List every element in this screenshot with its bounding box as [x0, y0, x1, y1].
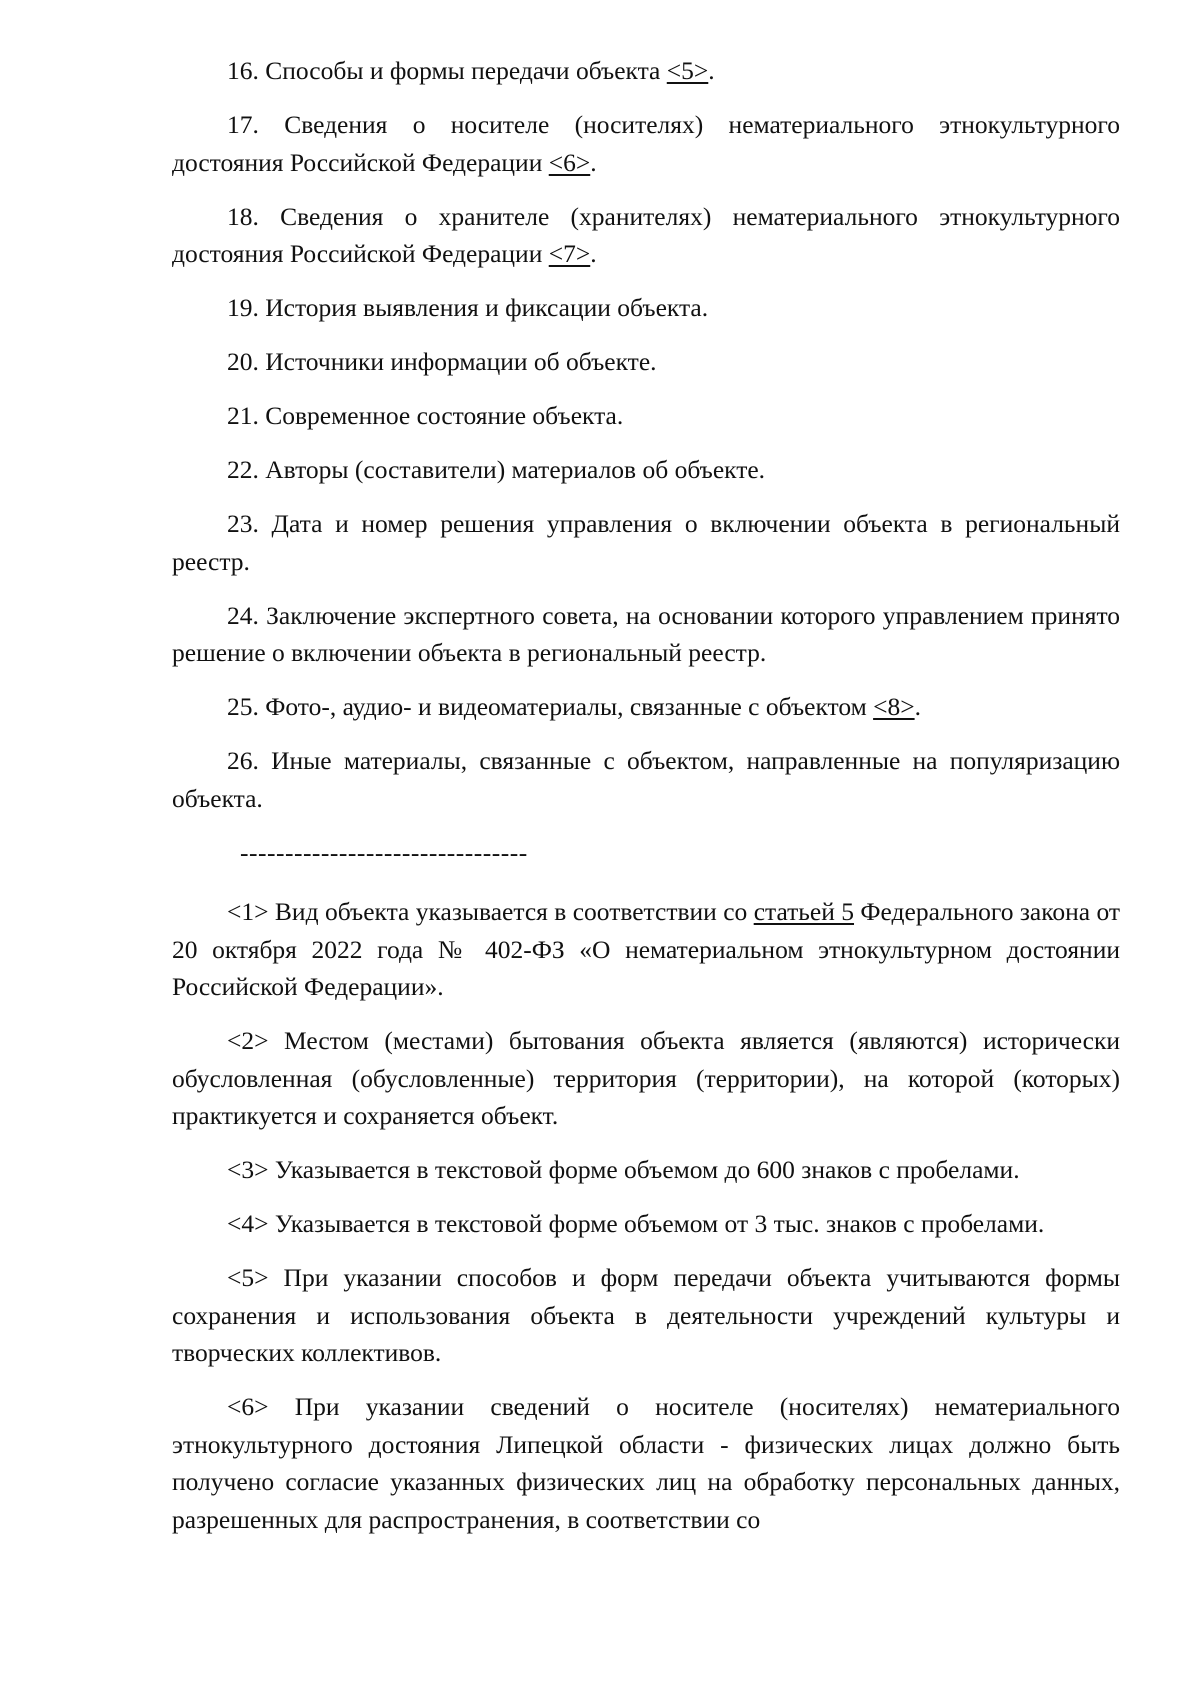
footnote-text: <1> Вид объекта указывается в соответствии со: [227, 897, 754, 926]
item-21: [172, 397, 1120, 435]
item-text: 21. Современное состояние объекта.: [227, 401, 624, 430]
item-17: [172, 106, 1120, 181]
footnote-separator: --------------------------------: [240, 837, 528, 867]
item-25: [172, 688, 1120, 726]
footnote-text: <5> При указании способов и форм передачи объекта учитываются формы сохранения и использования объекта в деятельности учреждений культуры и творческих коллективов.: [172, 1263, 1120, 1367]
footnote-text: <3> Указывается в текстовой форме объемом до 600 знаков с пробелами.: [227, 1155, 1020, 1184]
footnote-4: [172, 1205, 1120, 1243]
item-text: 26. Иные материалы, связанные с объектом, направленные на популяризацию объекта.: [172, 746, 1120, 813]
footnote-3: [172, 1151, 1120, 1189]
item-text: 18. Сведения о хранителе (хранителях) нематериального этнокультурного достояния Российской Федерации: [172, 201, 1120, 268]
item-18: [172, 198, 1120, 273]
item-text: 22. Авторы (составители) материалов об объекте.: [227, 455, 766, 484]
footnote-6: [172, 1388, 1120, 1538]
law-article-link[interactable]: статьей 5: [753, 897, 855, 926]
item-text: 16. Способы и формы передачи объекта: [227, 56, 667, 85]
footnote-1: [172, 893, 1120, 1006]
item-19: [172, 289, 1120, 327]
footnote-5: [172, 1259, 1120, 1372]
footnote-text: <4> Указывается в текстовой форме объемом от 3 тыс. знаков с пробелами.: [227, 1209, 1045, 1238]
item-text: 19. История выявления и фиксации объекта.: [227, 293, 709, 322]
item-text-end: .: [708, 56, 715, 85]
item-24: [172, 597, 1120, 672]
item-text: 23. Дата и номер решения управления о включении объекта в региональный реестр.: [172, 509, 1120, 576]
footnote-text: <6> При указании сведений о носителе (носителях) нематериального этнокультурного достояния Липецкой области - физических лицах должно быть получено согласие указанных физических лиц на обработку персональных данных, разрешенных для распространения, в соответствии со: [172, 1392, 1120, 1534]
footnote-link-8[interactable]: <8>: [873, 692, 915, 721]
item-text: 25. Фото-, аудио- и видеоматериалы, связанные с объектом: [227, 692, 874, 721]
document-page: [172, 52, 1120, 1555]
item-text: 17. Сведения о носителе (носителях) нематериального этнокультурного достояния Российской Федерации: [172, 110, 1120, 177]
item-23: [172, 505, 1120, 580]
item-20: [172, 343, 1120, 381]
item-text: 24. Заключение экспертного совета, на основании которого управлением принято решение о включении объекта в региональный реестр.: [172, 600, 1120, 667]
footnote-text-end: Федерального закона от 20 октября 2022 года № 402-ФЗ «О нематериальном этнокультурном достоянии Российской Федерации».: [172, 897, 1121, 1001]
footnote-link-5[interactable]: <5>: [666, 56, 709, 85]
item-16: [172, 52, 1120, 90]
item-26: [172, 742, 1120, 817]
item-text-end: .: [590, 147, 597, 177]
item-text: 20. Источники информации об объекте.: [227, 347, 657, 376]
item-22: [172, 451, 1120, 489]
footnote-link-6[interactable]: <6>: [548, 147, 591, 177]
footnote-text: <2> Местом (местами) бытования объекта является (являются) исторически обусловленная (обусловленные) территория (территории), на которой (которых) практикуется и сохраняется объект.: [172, 1026, 1120, 1130]
item-text-end: .: [914, 692, 921, 721]
footnote-link-7[interactable]: <7>: [548, 239, 591, 268]
footnote-2: [172, 1022, 1120, 1135]
item-text-end: .: [590, 239, 597, 268]
